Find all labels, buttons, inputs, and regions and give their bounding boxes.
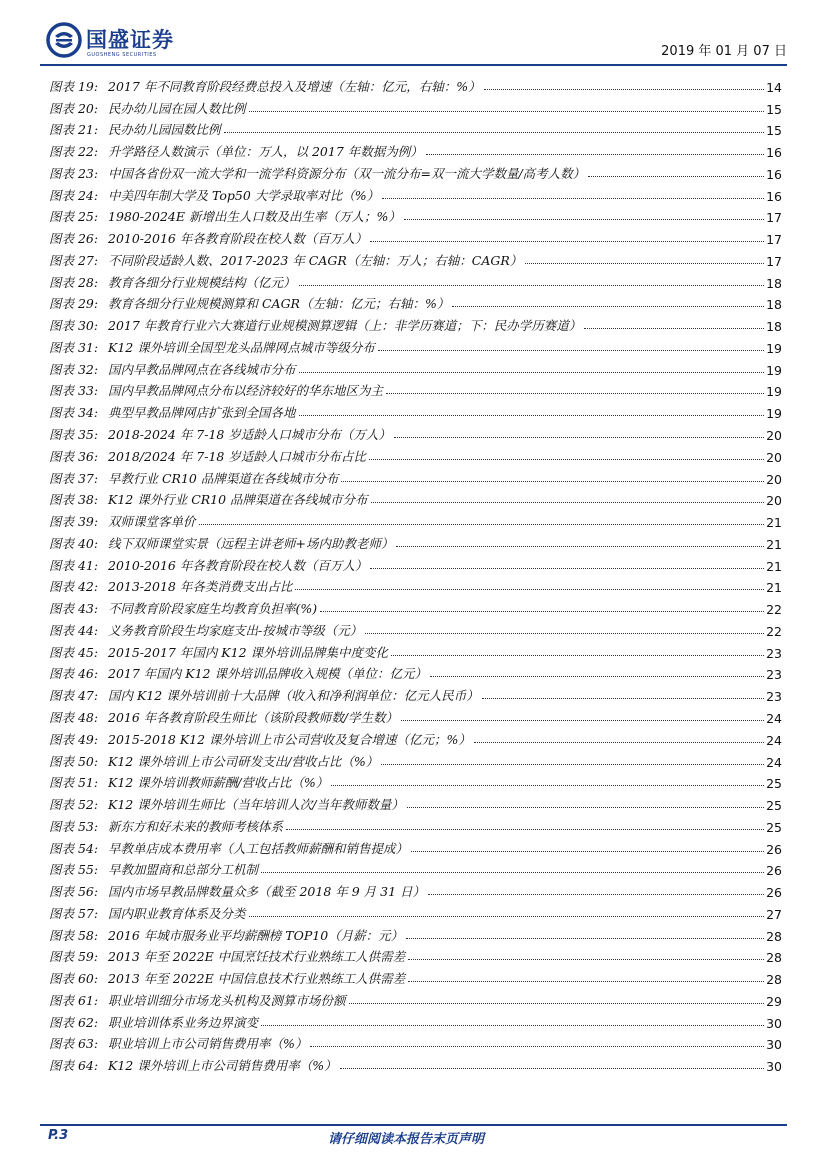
toc-entry[interactable] [49, 726, 782, 748]
toc-entry-title: K12 课外培训生师比（当年培训人次/当年教师数量） [108, 797, 404, 813]
dot-leader [452, 306, 764, 307]
toc-entry-title: 国内职业教育体系及分类 [108, 905, 246, 921]
toc-entry-page: 20 [766, 493, 782, 509]
toc-entry-page: 16 [766, 166, 782, 182]
toc-entry[interactable] [49, 1031, 782, 1053]
toc-entry-title: 线下双师课堂实景（远程主讲老师+场内助教老师） [108, 535, 394, 551]
toc-entry-title: 2017 年教育行业六大赛道行业规模测算逻辑（上：非学历赛道；下：民办学历赛道） [108, 318, 582, 334]
dot-leader [404, 219, 764, 220]
dot-leader [428, 894, 764, 895]
dot-leader [310, 1046, 764, 1047]
dot-leader [365, 633, 764, 634]
toc-entry-page: 18 [766, 297, 782, 313]
toc-entry-page: 24 [766, 732, 782, 748]
toc-entry-label: 图表 42: [49, 579, 99, 595]
toc-entry-title: 职业培训体系业务边界演变 [108, 1014, 259, 1030]
toc-entry-label: 图表 31: [49, 339, 99, 355]
toc-entry-page: 20 [766, 471, 782, 487]
toc-entry-title: 2013 年至 2022E 中国烹饪技术行业熟练工人供需差 [108, 949, 406, 965]
toc-entry-label: 图表 44: [49, 622, 99, 638]
toc-entry-label: 图表 35: [49, 427, 99, 443]
toc-entry[interactable] [49, 770, 782, 792]
dot-leader [381, 764, 764, 765]
toc-entry-title: K12 课外培训上市公司研发支出/营收占比（%） [108, 753, 379, 769]
toc-entry-title: 义务教育阶段生均家庭支出-按城市等级（元） [108, 622, 363, 638]
dot-leader [406, 938, 764, 939]
toc-entry[interactable] [49, 465, 782, 487]
toc-entry-page: 15 [766, 101, 782, 117]
toc-entry-label: 图表 39: [49, 514, 99, 530]
toc-entry-title: 国内市场早教品牌数量众多（截至 2018 年 9 月 31 日） [108, 884, 426, 900]
dot-leader [331, 785, 764, 786]
toc-entry-label: 图表 49: [49, 731, 99, 747]
toc-entry-title: 2017 年国内 K12 课外培训品牌收入规模（单位：亿元） [108, 666, 427, 682]
toc-entry-page: 23 [766, 645, 782, 661]
dot-leader [369, 459, 764, 460]
toc-entry-label: 图表 23: [49, 165, 99, 181]
dot-leader [386, 393, 764, 394]
toc-entry-label: 图表 53: [49, 818, 99, 834]
toc-entry-title: K12 课外培训教师薪酬/营收占比（%） [108, 775, 329, 791]
dot-leader [584, 328, 764, 329]
toc-entry[interactable] [49, 965, 782, 987]
toc-entry-label: 图表 21: [49, 122, 99, 138]
toc-entry-title: 2015-2017 年国内 K12 课外培训品牌集中度变化 [108, 644, 389, 660]
toc-entry-page: 26 [766, 885, 782, 901]
toc-entry[interactable] [49, 944, 782, 966]
toc-entry-title: 不同教育阶段家庭生均教育负担率(%) [108, 601, 318, 617]
dot-leader [426, 154, 764, 155]
dot-leader [249, 111, 765, 112]
dot-leader [401, 720, 764, 721]
toc-entry[interactable] [49, 617, 782, 639]
toc-entry-page: 24 [766, 754, 782, 770]
dot-leader [474, 742, 764, 743]
toc-entry-title: 1980-2024E 新增出生人口数及出生率（万人；%） [108, 209, 401, 225]
toc-entry-page: 19 [766, 384, 782, 400]
toc-entry[interactable] [49, 334, 782, 356]
toc-entry-page: 16 [766, 145, 782, 161]
toc-entry-label: 图表 56: [49, 884, 99, 900]
toc-entry-title: 2018/2024 年 7-18 岁适龄人口城市分布占比 [108, 448, 366, 464]
toc-entry[interactable] [49, 508, 782, 530]
dot-leader [349, 1003, 765, 1004]
dot-leader [407, 807, 764, 808]
toc-entry-page: 28 [766, 928, 782, 944]
toc-entry-label: 图表 45: [49, 644, 99, 660]
toc-entry-page: 25 [766, 798, 782, 814]
toc-entry-title: K12 课外培训上市公司销售费用率（%） [108, 1058, 337, 1074]
toc-entry-page: 17 [766, 210, 782, 226]
dot-leader [588, 176, 764, 177]
toc-entry-page: 27 [766, 906, 782, 922]
toc-entry-title: 不同阶段适龄人数、2017-2023 年 CAGR（左轴：万人；右轴：CAGR） [108, 252, 523, 268]
toc-entry-title: 职业培训上市公司销售费用率（%） [108, 1036, 308, 1052]
dot-leader [370, 568, 764, 569]
dot-leader [394, 437, 764, 438]
toc-entry-page: 14 [766, 79, 782, 95]
toc-entry[interactable] [49, 487, 782, 509]
toc-entry-label: 图表 30: [49, 318, 99, 334]
toc-entry[interactable] [49, 138, 782, 160]
toc-entry-label: 图表 20: [49, 100, 99, 116]
toc-entry[interactable] [49, 356, 782, 378]
toc-entry-title: 双师课堂客单价 [108, 514, 196, 530]
page-header [40, 20, 787, 64]
toc-entry-title: 2013 年至 2022E 中国信息技术行业熟练工人供需差 [108, 971, 406, 987]
toc-entry[interactable] [49, 682, 782, 704]
figure-index-list [49, 73, 782, 1074]
toc-entry-title: 中美四年制大学及 Top50 大学录取率对比（%） [108, 187, 380, 203]
toc-entry[interactable] [49, 291, 782, 313]
toc-entry-title: 中国各省份双一流大学和一流学科资源分布（双一流分布=双一流大学数量/高考人数） [108, 165, 586, 181]
toc-entry-page: 19 [766, 362, 782, 378]
toc-entry-title: 国内早教品牌网点分布以经济较好的华东地区为主 [108, 383, 384, 399]
dot-leader [484, 89, 764, 90]
dot-leader [408, 959, 764, 960]
toc-entry-label: 图表 43: [49, 601, 99, 617]
brand-subtitle: GUOSHENG SECURITIES [87, 52, 157, 58]
header-divider [40, 64, 787, 66]
toc-entry-title: 教育各细分行业规模结构（亿元） [108, 274, 296, 290]
toc-entry-page: 20 [766, 428, 782, 444]
toc-entry-page: 28 [766, 950, 782, 966]
guosheng-logo-icon [46, 22, 82, 58]
toc-entry-page: 24 [766, 710, 782, 726]
dot-leader [370, 241, 764, 242]
toc-entry-title: 教育各细分行业规模测算和 CAGR（左轴：亿元；右轴：%） [108, 296, 450, 312]
toc-entry[interactable] [49, 704, 782, 726]
toc-entry-label: 图表 54: [49, 840, 99, 856]
toc-entry[interactable] [49, 1009, 782, 1031]
toc-entry-title: 升学路径人数演示（单位：万人，以 2017 年数据为例） [108, 144, 423, 160]
toc-entry-label: 图表 50: [49, 753, 99, 769]
toc-entry-label: 图表 33: [49, 383, 99, 399]
toc-entry[interactable] [49, 204, 782, 226]
toc-entry-page: 19 [766, 406, 782, 422]
toc-entry-page: 23 [766, 689, 782, 705]
dot-leader [525, 263, 764, 264]
toc-entry-label: 图表 59: [49, 949, 99, 965]
toc-entry-label: 图表 28: [49, 274, 99, 290]
toc-entry[interactable] [49, 182, 782, 204]
toc-entry[interactable] [49, 552, 782, 574]
toc-entry-label: 图表 22: [49, 144, 99, 160]
dot-leader [320, 611, 764, 612]
toc-entry[interactable] [49, 813, 782, 835]
toc-entry[interactable] [49, 878, 782, 900]
toc-entry-page: 17 [766, 232, 782, 248]
toc-entry[interactable] [49, 378, 782, 400]
toc-entry-page: 29 [766, 993, 782, 1009]
toc-entry-title: 民办幼儿园在园人数比例 [108, 100, 246, 116]
toc-entry-title: 国内早教品牌网点在各线城市分布 [108, 361, 296, 377]
toc-entry-title: 2010-2016 年各教育阶段在校人数（百万人） [108, 231, 368, 247]
toc-entry[interactable] [49, 1052, 782, 1074]
toc-entry[interactable] [49, 117, 782, 139]
toc-entry[interactable] [49, 399, 782, 421]
toc-entry-page: 26 [766, 863, 782, 879]
toc-entry-label: 图表 61: [49, 992, 99, 1008]
toc-entry[interactable] [49, 225, 782, 247]
toc-entry-page: 21 [766, 558, 782, 574]
dot-leader [286, 829, 764, 830]
toc-entry-label: 图表 29: [49, 296, 99, 312]
toc-entry-title: 2016 年各教育阶段生师比（该阶段教师数/学生数） [108, 709, 398, 725]
toc-entry-label: 图表 46: [49, 666, 99, 682]
toc-entry-page: 17 [766, 253, 782, 269]
toc-entry-title: 2010-2016 年各教育阶段在校人数（百万人） [108, 557, 368, 573]
toc-entry-title: 2013-2018 年各类消费支出占比 [108, 579, 293, 595]
toc-entry-title: 2016 年城市服务业平均薪酬榜 TOP10（月薪：元） [108, 927, 404, 943]
toc-entry[interactable] [49, 791, 782, 813]
disclaimer-note: 请仔细阅读本报告末页声明 [328, 1132, 485, 1147]
toc-entry[interactable] [49, 661, 782, 683]
toc-entry-page: 15 [766, 123, 782, 139]
toc-entry-label: 图表 26: [49, 231, 99, 247]
toc-entry-title: 典型早教品牌网店扩张到全国各地 [108, 405, 296, 421]
toc-entry[interactable] [49, 987, 782, 1009]
toc-entry-page: 28 [766, 972, 782, 988]
toc-entry-page: 22 [766, 623, 782, 639]
toc-entry-title: 2018-2024 年 7-18 岁适龄人口城市分布（万人） [108, 427, 391, 443]
dot-leader [299, 285, 765, 286]
toc-entry-page: 18 [766, 319, 782, 335]
toc-entry-label: 图表 36: [49, 448, 99, 464]
toc-entry-label: 图表 51: [49, 775, 99, 791]
toc-entry-label: 图表 58: [49, 927, 99, 943]
toc-entry[interactable] [49, 95, 782, 117]
dot-leader [249, 916, 765, 917]
toc-entry[interactable] [49, 73, 782, 95]
toc-entry-label: 图表 25: [49, 209, 99, 225]
toc-entry-page: 25 [766, 776, 782, 792]
toc-entry[interactable] [49, 160, 782, 182]
toc-entry-title: 早教行业 CR10 品牌渠道在各线城市分布 [108, 470, 339, 486]
toc-entry-label: 图表 40: [49, 535, 99, 551]
toc-entry-page: 21 [766, 536, 782, 552]
dot-leader [224, 132, 765, 133]
dot-leader [199, 524, 765, 525]
dot-leader [371, 502, 765, 503]
dot-leader [261, 872, 764, 873]
toc-entry-label: 图表 60: [49, 971, 99, 987]
toc-entry-label: 图表 41: [49, 557, 99, 573]
dot-leader [295, 589, 764, 590]
toc-entry-page: 23 [766, 667, 782, 683]
dot-leader [411, 851, 764, 852]
toc-entry-label: 图表 55: [49, 862, 99, 878]
toc-entry-label: 图表 37: [49, 470, 99, 486]
toc-entry[interactable] [49, 421, 782, 443]
page-number: P.3 [48, 1128, 69, 1143]
toc-entry-label: 图表 24: [49, 187, 99, 203]
toc-entry-title: K12 课外培训全国型龙头品牌网点城市等级分布 [108, 339, 375, 355]
toc-entry[interactable] [49, 269, 782, 291]
toc-entry-label: 图表 62: [49, 1014, 99, 1030]
dot-leader [391, 655, 764, 656]
toc-entry-label: 图表 48: [49, 709, 99, 725]
dot-leader [378, 350, 764, 351]
toc-entry[interactable] [49, 443, 782, 465]
toc-entry[interactable] [49, 312, 782, 334]
toc-entry-page: 30 [766, 1059, 782, 1075]
toc-entry[interactable] [49, 530, 782, 552]
dot-leader [299, 372, 765, 373]
dot-leader [382, 198, 764, 199]
toc-entry-page: 20 [766, 449, 782, 465]
toc-entry-label: 图表 64: [49, 1058, 99, 1074]
toc-entry-title: 2017 年不同教育阶段经费总投入及增速（左轴：亿元，右轴：%） [108, 78, 481, 94]
toc-entry[interactable] [49, 639, 782, 661]
toc-entry-page: 16 [766, 188, 782, 204]
toc-entry-label: 图表 27: [49, 252, 99, 268]
toc-entry-page: 30 [766, 1015, 782, 1031]
toc-entry-page: 18 [766, 275, 782, 291]
toc-entry-title: 早教加盟商和总部分工机制 [108, 862, 259, 878]
dot-leader [341, 481, 764, 482]
toc-entry-label: 图表 32: [49, 361, 99, 377]
toc-entry-title: K12 课外行业 CR10 品牌渠道在各线城市分布 [108, 492, 368, 508]
dot-leader [482, 698, 764, 699]
toc-entry-label: 图表 52: [49, 797, 99, 813]
toc-entry-page: 21 [766, 515, 782, 531]
toc-entry-page: 22 [766, 602, 782, 618]
footer-divider [40, 1124, 787, 1126]
toc-entry[interactable] [49, 857, 782, 879]
toc-entry[interactable] [49, 835, 782, 857]
toc-entry-label: 图表 47: [49, 688, 99, 704]
toc-entry-title: 2015-2018 K12 课外培训上市公司营收及复合增速（亿元；%） [108, 731, 471, 747]
toc-entry-title: 职业培训细分市场龙头机构及测算市场份额 [108, 992, 346, 1008]
toc-entry-page: 25 [766, 819, 782, 835]
toc-entry-title: 早教单店成本费用率（人工包括教师薪酬和销售提成） [108, 840, 409, 856]
dot-leader [430, 676, 764, 677]
dot-leader [408, 981, 764, 982]
toc-entry[interactable] [49, 748, 782, 770]
toc-entry-page: 19 [766, 340, 782, 356]
report-date: 2019 年 01 月 07 日 [661, 44, 787, 59]
toc-entry-label: 图表 19: [49, 78, 99, 94]
toc-entry-title: 国内 K12 课外培训前十大品牌（收入和净利润单位：亿元人民币） [108, 688, 479, 704]
toc-entry-label: 图表 34: [49, 405, 99, 421]
toc-entry[interactable] [49, 247, 782, 269]
toc-entry-label: 图表 38: [49, 492, 99, 508]
toc-entry[interactable] [49, 595, 782, 617]
brand-name: 国盛证券 [86, 28, 174, 52]
toc-entry-page: 21 [766, 580, 782, 596]
toc-entry-page: 30 [766, 1037, 782, 1053]
toc-entry-label: 图表 63: [49, 1036, 99, 1052]
dot-leader [340, 1068, 764, 1069]
dot-leader [299, 415, 765, 416]
toc-entry-page: 26 [766, 841, 782, 857]
dot-leader [261, 1025, 764, 1026]
toc-entry-label: 图表 57: [49, 905, 99, 921]
toc-entry-title: 新东方和好未来的教师考核体系 [108, 818, 284, 834]
toc-entry[interactable] [49, 922, 782, 944]
toc-entry-title: 民办幼儿园园数比例 [108, 122, 221, 138]
dot-leader [396, 546, 764, 547]
toc-entry[interactable] [49, 900, 782, 922]
toc-entry[interactable] [49, 574, 782, 596]
